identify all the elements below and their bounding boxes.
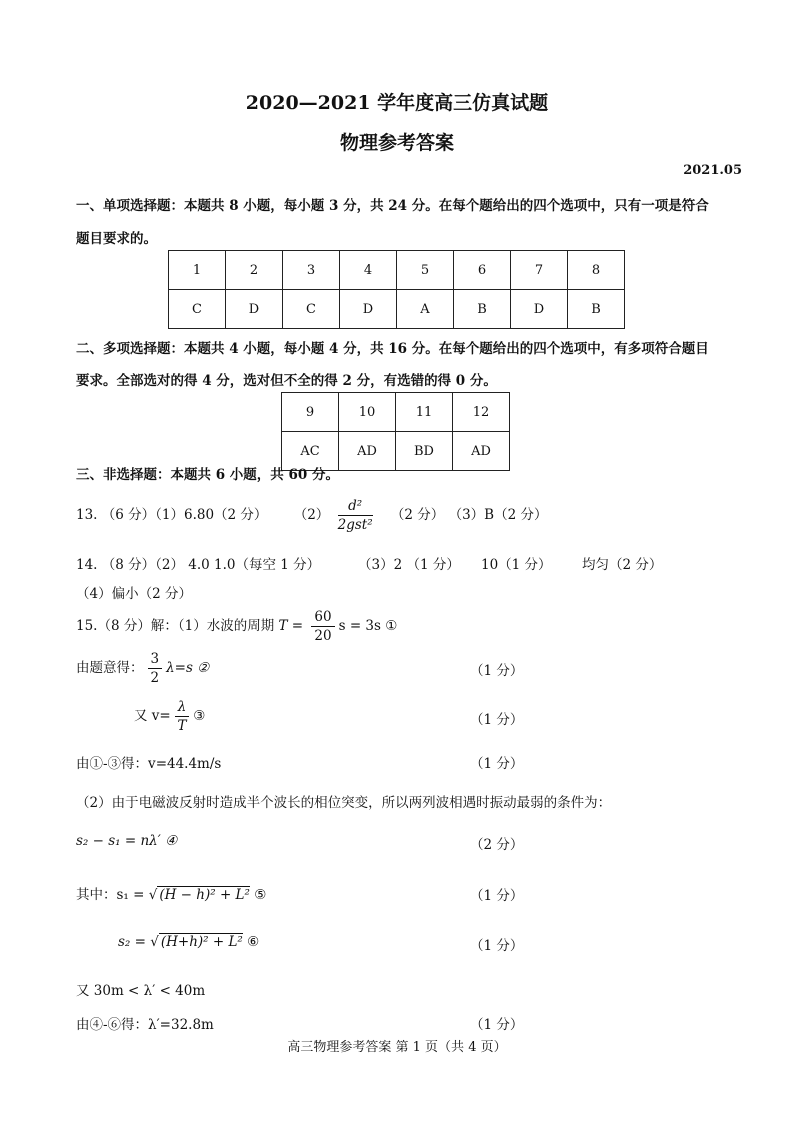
answer-table-1 <box>168 250 625 329</box>
table-cell: 3 <box>283 251 340 290</box>
q15-line7 <box>118 934 259 950</box>
q15-l1-score: （1 分） <box>470 663 524 679</box>
table-cell: BD <box>396 432 453 471</box>
q13-frac-num: d² <box>338 497 373 516</box>
table-cell: 2 <box>226 251 283 290</box>
q15-l1-pre: 由题意得： <box>76 660 144 676</box>
q15-l1-frac-den: 2 <box>150 670 160 686</box>
q15-l1-frac-num: 3 <box>148 650 163 669</box>
table-cell: 11 <box>396 393 453 432</box>
q15-line9: 由④-⑥得：λ′=32.8m <box>76 1017 214 1033</box>
q15-line8: 又 30m < λ′ < 40m <box>76 983 206 999</box>
table-cell: 1 <box>169 251 226 290</box>
q14-part3: 10（1 分） <box>481 557 552 573</box>
q14-part5: （4）偏小（2 分） <box>76 586 192 602</box>
table-row-answers <box>169 290 625 329</box>
q15-line5: s₂ − s₁ = nλ′ ④ <box>76 833 178 849</box>
q15-line2 <box>134 696 205 736</box>
q15-l6-radicand: (H − h)² + L² <box>159 887 250 903</box>
table-cell: D <box>340 290 397 329</box>
q15-head-fraction <box>311 608 334 645</box>
table-cell: D <box>511 290 568 329</box>
q13-part3: （2 分） （3）B（2 分） <box>390 507 548 523</box>
section2-heading-cont: 要求。全部选对的得 4 分，选对但不全的得 2 分，有选错的得 0 分。 <box>76 373 497 389</box>
q15-head-text: 15.（8 分）解：（1）水波的周期 <box>76 618 275 634</box>
q15-l2-fraction <box>175 698 190 735</box>
q15-l2-score: （1 分） <box>470 712 524 728</box>
q15-l7-radicand: (H+h)² + L² <box>160 934 243 950</box>
q15-head-frac-den: 20 <box>314 628 332 644</box>
table-cell: 9 <box>282 393 339 432</box>
table-cell: C <box>283 290 340 329</box>
table-cell: A <box>397 290 454 329</box>
table-cell: 5 <box>397 251 454 290</box>
q15-l1-post: λ=s ② <box>166 660 210 676</box>
table-row-numbers <box>282 393 510 432</box>
section1-heading-cont: 题目要求的。 <box>76 231 157 247</box>
section2-heading: 二、多项选择题：本题共 4 小题，每小题 4 分，共 16 分。在每个题给出的四个选项中，有多项符合题目 <box>76 341 709 357</box>
table-cell: AD <box>339 432 396 471</box>
q15-l9-score: （1 分） <box>470 1017 524 1033</box>
q15-heading: 15.（8 分）解：（1）水波的周期 T = $\frac{60}{20}$ s = 3s ① <box>76 609 398 644</box>
q15-l6-post: ⑤ <box>254 887 267 903</box>
q15-l5-score: （2 分） <box>470 837 524 853</box>
q14-part1: 14. （8 分）（2） 4.0 1.0（每空 1 分） <box>76 557 321 573</box>
table-cell: 8 <box>568 251 625 290</box>
table-cell: D <box>226 290 283 329</box>
table-cell: B <box>454 290 511 329</box>
q13-frac-den: 2gst² <box>337 517 373 533</box>
q13-part2-label: （2） <box>293 507 330 523</box>
q15-l7-post: ⑥ <box>247 934 260 950</box>
section1-heading: 一、单项选择题：本题共 8 小题，每小题 3 分，共 24 分。在每个题给出的四个选项中，只有一项是符合 <box>76 198 709 214</box>
q15-line6 <box>76 883 266 903</box>
q15-line1 <box>76 648 209 688</box>
page-footer: 高三物理参考答案 第 1 页（共 4 页） <box>287 1040 507 1055</box>
q15-l2-frac-den: T <box>177 718 187 734</box>
q13-part1: 13. （6 分）（1）6.80（2 分） <box>76 507 268 523</box>
table-cell: AC <box>282 432 339 471</box>
table-cell: 7 <box>511 251 568 290</box>
q15-l2-pre: 又 v= <box>134 708 171 724</box>
q15-l2-frac-num: λ <box>175 698 190 717</box>
q15-line4: （2）由于电磁波反射时造成半个波长的相位突变，所以两列波相遇时振动最弱的条件为： <box>76 795 612 811</box>
q15-l7-pre: s₂ = √ <box>118 934 159 950</box>
q14-part4: 均匀（2 分） <box>582 557 663 573</box>
table-cell: B <box>568 290 625 329</box>
section3-heading: 三、非选择题：本题共 6 小题，共 60 分。 <box>76 467 339 483</box>
table-cell: AD <box>453 432 510 471</box>
q15-l3-score: （1 分） <box>470 756 524 772</box>
q15-l1-fraction <box>148 650 163 687</box>
q14-part2: （3）2 （1 分） <box>358 557 460 573</box>
q15-head-T: T <box>278 618 288 634</box>
table-cell: C <box>169 290 226 329</box>
q13-fraction <box>338 497 373 534</box>
table-cell: 10 <box>339 393 396 432</box>
q15-head-frac-num: 60 <box>311 608 334 627</box>
document-subtitle: 物理参考答案 <box>339 132 454 154</box>
document-title: 2020—2021 学年度高三仿真试题 <box>245 92 549 114</box>
q13-answer <box>76 494 547 536</box>
q15-l6-pre: 其中：s₁ = √ <box>76 887 158 903</box>
q15-line3: 由①-③得：v=44.4m/s <box>76 756 222 772</box>
table-cell: 4 <box>340 251 397 290</box>
q15-l7-score: （1 分） <box>470 938 524 954</box>
q15-head-tail: s = 3s ① <box>338 618 398 634</box>
table-cell: 6 <box>454 251 511 290</box>
q15-l6-score: （1 分） <box>470 888 524 904</box>
q15-l2-post: ③ <box>193 708 206 724</box>
answer-table-2 <box>281 392 510 471</box>
table-row-numbers <box>169 251 625 290</box>
table-cell: 12 <box>453 393 510 432</box>
document-date: 2021.05 <box>683 163 742 178</box>
